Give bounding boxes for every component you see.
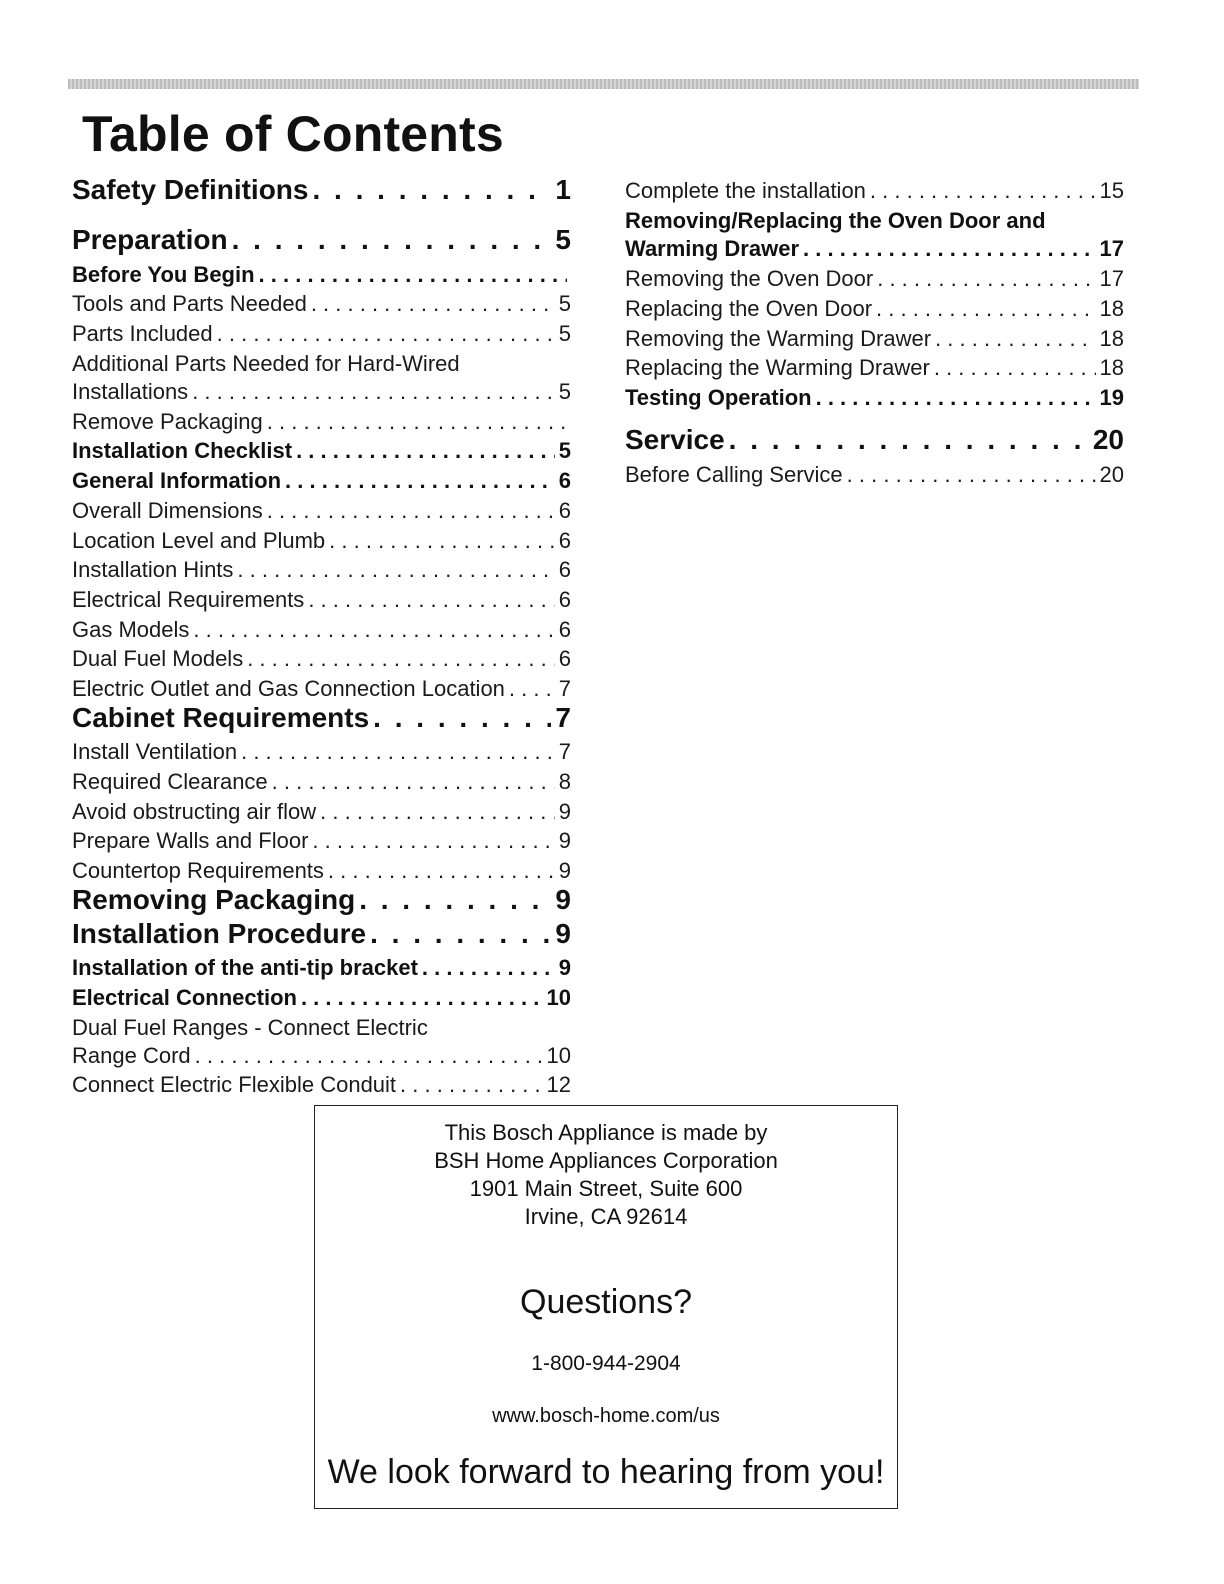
toc-entry-text: Installation Checklist: [72, 438, 293, 463]
toc-entry[interactable]: [625, 354, 1124, 382]
toc-entry-text: Replacing the Oven Door: [625, 296, 873, 321]
toc-entry-page: 18: [1099, 326, 1124, 351]
toc-entry[interactable]: [72, 616, 571, 644]
toc-entry[interactable]: [72, 350, 571, 406]
toc-entry[interactable]: [72, 224, 571, 256]
toc-entry-text: Testing Operation: [625, 385, 812, 410]
toc-entry-text: Parts Included: [72, 321, 213, 346]
toc-entry-page: 9: [555, 884, 571, 915]
toc-entry[interactable]: [625, 461, 1124, 489]
toc-entry-page: 20: [1099, 462, 1124, 487]
toc-entry[interactable]: [72, 857, 571, 885]
toc-entry-text: Location Level and Plumb: [72, 528, 326, 553]
toc-entry-text: Installation of the anti-tip bracket: [72, 955, 418, 980]
toc-entry-text: Before Calling Service: [625, 462, 843, 487]
toc-entry-text: Replacing the Warming Drawer: [625, 355, 930, 380]
toc-entry-page: 12: [546, 1072, 571, 1097]
toc-entry-text: Remove Packaging: [72, 409, 263, 434]
toc-entry[interactable]: [625, 265, 1124, 293]
toc-entry[interactable]: [72, 954, 571, 982]
toc-entry-page: 9: [558, 828, 571, 853]
toc-entry-text: Service: [625, 424, 725, 455]
toc-entry-text: Overall Dimensions: [72, 498, 263, 523]
toc-entry[interactable]: [72, 918, 571, 950]
phone-number[interactable]: 1-800-944-2904: [531, 1352, 681, 1375]
address-line: 1901 Main Street, Suite 600: [469, 1176, 743, 1201]
toc-entry-text: Electrical Connection: [72, 985, 297, 1010]
toc-entry-page: 17: [1099, 266, 1124, 291]
toc-entry[interactable]: [72, 702, 571, 734]
toc-entry[interactable]: [72, 437, 571, 465]
toc-entry-page: 7: [558, 739, 571, 764]
toc-entry[interactable]: [72, 645, 571, 673]
toc-entry-page: 9: [558, 858, 571, 883]
toc-entry-page: 8: [558, 769, 571, 794]
toc-entry-text: Safety Definitions: [72, 174, 309, 205]
toc-entry-text: Avoid obstructing air flow: [72, 799, 317, 824]
toc-entry[interactable]: [72, 497, 571, 525]
toc-entry[interactable]: [625, 207, 1124, 263]
toc-entry-page: 6: [558, 617, 571, 642]
address-line: This Bosch Appliance is made by: [444, 1120, 768, 1145]
toc-entry[interactable]: [72, 408, 571, 436]
toc-entry[interactable]: [72, 798, 571, 826]
toc-entry-page: 10: [546, 985, 571, 1010]
manufacturer-address: [315, 1119, 897, 1231]
toc-entry-text: Installations: [72, 379, 189, 404]
toc-entry[interactable]: [72, 174, 571, 206]
toc-entry-page: 6: [558, 557, 571, 582]
toc-entry-page: 6: [558, 587, 571, 612]
toc-entry-text: Electric Outlet and Gas Connection Location: [72, 676, 505, 701]
toc-entry-text: Before You Begin: [72, 262, 255, 287]
closing-message: We look forward to hearing from you!: [327, 1453, 885, 1491]
toc-entry[interactable]: [72, 675, 571, 703]
toc-entry-text: General Information: [72, 468, 282, 493]
toc-entry-page: 18: [1099, 355, 1124, 380]
toc-entry-page: 10: [546, 1043, 571, 1068]
toc-entry-text: Preparation: [72, 224, 228, 255]
toc-entry-text: Removing Packaging: [72, 884, 356, 915]
toc-entry[interactable]: [72, 768, 571, 796]
toc-entry[interactable]: [72, 984, 571, 1012]
toc-entry-page: 18: [1099, 296, 1124, 321]
toc-entry-text: Complete the installation: [625, 178, 866, 203]
toc-entry-text: Install Ventilation: [72, 739, 238, 764]
toc-entry-page: 6: [558, 498, 571, 523]
toc-entry-text: Cabinet Requirements: [72, 702, 370, 733]
toc-entry[interactable]: [72, 290, 571, 318]
toc-entry[interactable]: [72, 556, 571, 584]
address-line: Irvine, CA 92614: [524, 1204, 688, 1229]
toc-entry[interactable]: [72, 1014, 571, 1070]
toc-entry[interactable]: [72, 467, 571, 495]
toc-entry[interactable]: [625, 384, 1124, 412]
toc-entry-page: 15: [1099, 178, 1124, 203]
toc-entry[interactable]: [625, 325, 1124, 353]
toc-entry-text: Electrical Requirements: [72, 587, 305, 612]
toc-entry[interactable]: [625, 424, 1124, 456]
toc-entry-text: Dual Fuel Models: [72, 646, 244, 671]
toc-entry-page: 17: [1099, 236, 1124, 261]
toc-entry-page: 5: [555, 224, 571, 255]
toc-entry-text: Installation Procedure: [72, 918, 367, 949]
toc-entry-page: 5: [558, 321, 571, 346]
manufacturer-info-box: [314, 1105, 898, 1509]
toc-entry-text: Gas Models: [72, 617, 190, 642]
questions-heading: Questions?: [520, 1283, 692, 1321]
toc-entry[interactable]: [72, 738, 571, 766]
toc-entry[interactable]: [625, 177, 1124, 205]
toc-entry-page: 1: [555, 174, 571, 205]
toc-entry-text: Installation Hints: [72, 557, 234, 582]
toc-entry[interactable]: [72, 261, 571, 289]
toc-entry-page: 9: [555, 918, 571, 949]
toc-entry[interactable]: [72, 1071, 571, 1099]
toc-entry[interactable]: [625, 295, 1124, 323]
toc-entry-text: Prepare Walls and Floor: [72, 828, 309, 853]
toc-entry[interactable]: [72, 884, 571, 916]
toc-entry-page: 9: [558, 955, 571, 980]
toc-entry-page: 6: [558, 468, 571, 493]
top-divider-bar: [68, 79, 1139, 89]
toc-entry-page: 9: [558, 799, 571, 824]
page-title: Table of Contents: [82, 106, 504, 162]
toc-entry[interactable]: [72, 527, 571, 555]
toc-entry-page: 7: [558, 676, 571, 701]
toc-entry-page: 6: [558, 646, 571, 671]
toc-entry-first-line: Dual Fuel Ranges - Connect Electric: [72, 1015, 428, 1040]
toc-entry-page: 5: [558, 438, 571, 463]
toc-entry-text: Tools and Parts Needed: [72, 291, 307, 316]
toc-entry-text: Countertop Requirements: [72, 858, 324, 883]
toc-entry-text: Removing the Warming Drawer: [625, 326, 932, 351]
toc-entry[interactable]: [72, 320, 571, 348]
toc-entry[interactable]: [72, 586, 571, 614]
toc-entry-text: Warming Drawer: [625, 236, 800, 261]
toc-entry-first-line: Additional Parts Needed for Hard-Wired: [72, 351, 460, 376]
toc-entry-page: 7: [555, 702, 571, 733]
address-line: BSH Home Appliances Corporation: [434, 1148, 778, 1173]
toc-entry-text: Required Clearance: [72, 769, 268, 794]
toc-entry-page: 5: [558, 379, 571, 404]
toc-entry-text: Connect Electric Flexible Conduit: [72, 1072, 397, 1097]
toc-entry-text: Range Cord: [72, 1043, 191, 1068]
toc-entry[interactable]: [72, 827, 571, 855]
toc-entry-text: Removing the Oven Door: [625, 266, 874, 291]
toc-entry-page: 20: [1092, 424, 1124, 455]
website-link[interactable]: www.bosch-home.com/us: [492, 1405, 720, 1427]
toc-entry-page: 6: [558, 528, 571, 553]
toc-entry-first-line: Removing/Replacing the Oven Door and: [625, 208, 1046, 233]
toc-entry-page: 5: [558, 291, 571, 316]
toc-entry-page: 19: [1099, 385, 1124, 410]
